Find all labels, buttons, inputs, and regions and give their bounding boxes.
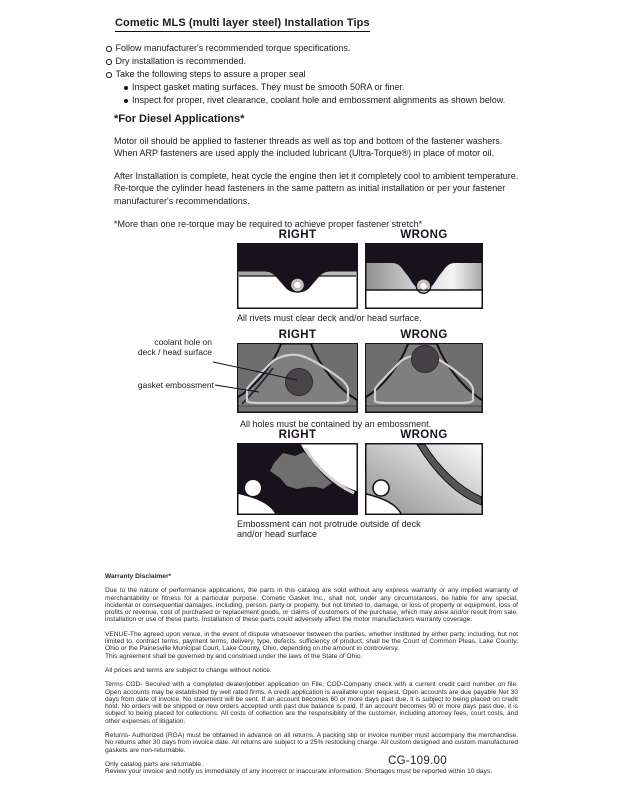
tip-text: Take the following steps to assure a proper seal (115, 69, 306, 79)
warranty-paragraph: Terms COD- Secured with a completed dealer/jobber application on File, COD-Company check with a current credit card number on file. Open accounts may be established by well rated firms. A credit application is available upon request. Open accounts are due payable Net 30 days from date of invoice. No statement will be sent. If an account becomes 60 or more days past due, it is subject to being placed on credit hold. No orders will be shipped or new orders accepted until past due balance is paid. If an account becomes 90 or more days past due, it is subject to being placed for collections. All costs of collection are the responsibility of the customer, including attorney fees, court costs, and other expenses of litigation. (105, 681, 518, 725)
filled-bullet-icon (124, 99, 128, 103)
coolant-hole-icon (286, 369, 313, 396)
list-item (124, 94, 505, 107)
figure-labels (237, 329, 483, 341)
embossment-right-diagram (237, 343, 358, 413)
figure3-caption: Embossment can not protrude outside of deck and/or head surface (237, 519, 421, 539)
warranty-heading: Warranty Disclaimer* (105, 573, 172, 580)
warranty-paragraph: Only catalog parts are returnable. Review your invoice and notify us immediately of any incorrect or inaccurate information. Shortages must be reported within 10 days. (105, 760, 493, 776)
diesel-paragraph: After Installation is complete, heat cycle the engine then let it completely cool to ambient temperature. Re-torque the cylinder head fasteners in the same pattern as initial installation or per your fastener manufacturer's recommendations. (114, 170, 519, 206)
right-label: RIGHT (278, 429, 317, 441)
warranty-paragraph: VENUE-The agreed upon venue, in the event of dispute whatsoever between the parties, whether instituted by either party, including, but not limited to, contract terms, payment terms, delivery, type, defects, sufficiency of product, shall be the Court of Common Pleas, Lake County, Ohio or the Painesville Municipal Court, Lake County, Ohio, depending on the amount in controversy. This agreement shall be governed by and construed under the laws of the State of Ohio. (105, 630, 518, 660)
figure-labels (237, 429, 483, 441)
protrusion-right-diagram (237, 443, 358, 515)
bolt-hole-icon (245, 480, 261, 496)
gasket-embossment-label: gasket embossment (137, 380, 214, 390)
figure-labels (237, 229, 483, 241)
list-item (106, 68, 505, 81)
tip-text: Dry installation is recommended. (115, 56, 247, 66)
open-bullet-icon (106, 72, 112, 78)
open-bullet-icon (106, 46, 112, 52)
tip-text: Inspect gasket mating surfaces. They must be smooth 50RA or finer. (132, 82, 405, 92)
warranty-disclaimer (105, 573, 518, 783)
figure-panels (237, 443, 483, 515)
diesel-paragraph: Motor oil should be applied to fastener threads as well as top and bottom of the fastener washers. When ARP fasteners are used apply the included lubricant (Ultra-Torque®) in place of motor oil. (114, 135, 503, 159)
coolant-hole-label: coolant hole on deck / head surface (137, 337, 212, 357)
tips-list (106, 42, 505, 107)
figure-coolant-hole (113, 328, 490, 428)
warranty-paragraph: All prices and terms are subject to change without notice. (105, 666, 272, 674)
list-item (124, 81, 505, 94)
list-item (106, 55, 505, 68)
open-bullet-icon (106, 59, 112, 65)
protrusion-wrong-diagram (365, 443, 483, 515)
rivet-right-diagram (237, 243, 358, 309)
tip-text: Inspect for proper, rivet clearance, coolant hole and embossment alignments as shown below. (132, 95, 506, 105)
filled-bullet-icon (124, 86, 128, 90)
rivet-wrong-diagram (365, 243, 483, 309)
document-number: CG-109.00 (388, 755, 447, 767)
figure-panels (237, 343, 483, 413)
tip-text: Follow manufacturer's recommended torque specifications. (115, 43, 351, 53)
figure-embossment-protrusion (237, 429, 483, 539)
wrong-label: WRONG (400, 429, 448, 441)
embossment-wrong-diagram (365, 343, 483, 413)
figure1-caption: All rivets must clear deck and/or head surface. (237, 313, 422, 323)
diesel-note: *More than one re-torque may be required to achieve proper fastener stretch* (114, 218, 423, 229)
warranty-paragraph: Due to the nature of performance applications, the parts in this catalog are sold without any express warranty or any implied warranty of merchantability or fitness for a particular purpose. Cometic Gasket Inc., shall not, under any circumstances, be liable for any special, incidental or consequential damages, including, person, party or property, but not limited to, damage, or loss of property or equipment, loss of profits or revenue, cost of purchased or replacement goods, or claims of customers of the purchase, which may arise and/or result from sale, installation or use of these parts. Installation of these parts could adversely affect the motor manufacturers warranty coverage. (105, 587, 518, 624)
wrong-label: WRONG (400, 229, 448, 241)
bolt-hole-icon (373, 480, 389, 496)
figure2-caption: All holes must be contained by an embossment. (240, 419, 432, 429)
coolant-hole-icon (412, 346, 439, 373)
wrong-label: WRONG (400, 329, 448, 341)
diesel-section (114, 113, 520, 240)
list-item (106, 42, 505, 55)
diesel-heading: *For Diesel Applications* (114, 113, 245, 125)
figure-rivet-clearance (237, 229, 483, 323)
right-label: RIGHT (278, 329, 317, 341)
page-title: Cometic MLS (multi layer steel) Installation Tips (115, 17, 370, 32)
figure-panels (237, 243, 483, 309)
right-label: RIGHT (278, 229, 317, 241)
warranty-paragraph: Returns- Authorized (RGA) must be obtained in advance on all returns. A packing slip or invoice number must accompany the merchandise. No returns after 30 days from invoice date. All returns are subject to a 25% restocking charge. All custom designed and custom manufactured gaskets are non-returnable. (105, 732, 518, 754)
